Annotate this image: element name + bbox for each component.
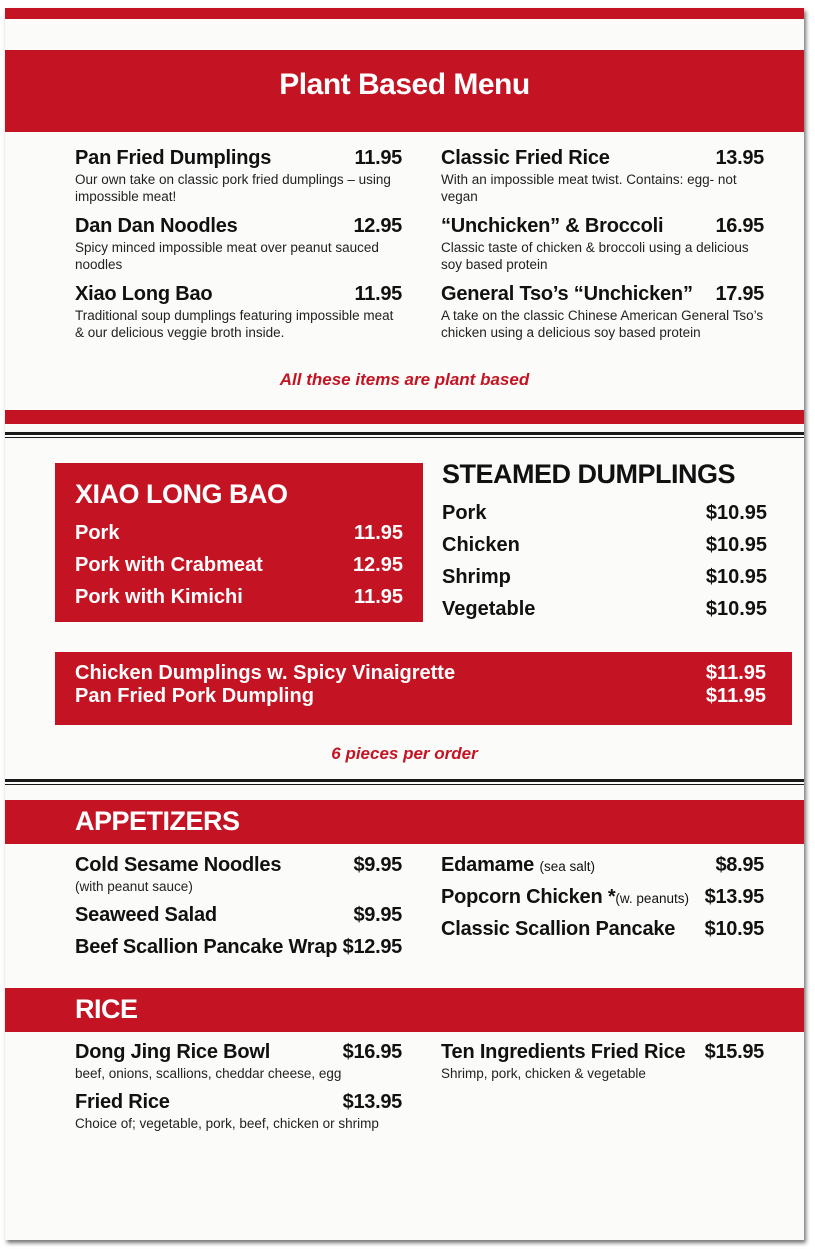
item-price: 12.95 xyxy=(352,554,403,576)
item-price: 11.95 xyxy=(354,147,402,169)
item-price: 11.95 xyxy=(354,522,403,544)
item-price: 12.95 xyxy=(353,215,402,237)
menu-item-dong-jing-rice-bowl xyxy=(75,1041,402,1082)
combo-row xyxy=(75,662,766,685)
item-price: $12.95 xyxy=(342,936,402,958)
item-price: $15.95 xyxy=(704,1041,764,1063)
steamed-row xyxy=(442,598,767,621)
item-price: $9.95 xyxy=(353,904,402,926)
item-price: 16.95 xyxy=(715,215,764,237)
item-price: $13.95 xyxy=(704,886,764,908)
item-price: $10.95 xyxy=(704,918,764,940)
item-name: Fried Rice xyxy=(75,1091,170,1113)
item-price: 11.95 xyxy=(354,283,402,305)
item-description: A take on the classic Chinese American General Tso’s chicken using a delicious soy based protein xyxy=(441,308,764,340)
plant-based-note: All these items are plant based xyxy=(279,370,530,389)
item-note: (sea salt) xyxy=(539,859,595,874)
item-name: “Unchicken” & Broccoli xyxy=(441,215,664,237)
item-description: Choice of; vegetable, pork, beef, chicken or shrimp xyxy=(75,1116,379,1131)
item-name: Dan Dan Noodles xyxy=(75,215,238,237)
pieces-per-order-note: 6 pieces per order xyxy=(331,744,478,763)
item-name: Chicken xyxy=(442,534,520,556)
item-price: $10.95 xyxy=(705,534,767,556)
menu-page xyxy=(5,8,804,1240)
plant-based-title: Plant Based Menu xyxy=(279,68,530,101)
item-description: beef, onions, scallions, cheddar cheese, egg xyxy=(75,1066,342,1081)
menu-item-general-tso-unchicken xyxy=(441,283,764,341)
item-price: $11.95 xyxy=(705,662,766,684)
section-rule xyxy=(5,432,804,435)
item-name: Beef Scallion Pancake Wrap xyxy=(75,936,338,958)
item-price: $11.95 xyxy=(705,685,766,707)
xlb-row xyxy=(75,554,403,577)
item-name: Classic Fried Rice xyxy=(441,147,610,169)
item-price: $10.95 xyxy=(705,598,767,620)
item-price: 17.95 xyxy=(715,283,764,305)
rice-title: RICE xyxy=(75,994,138,1024)
item-name: Seaweed Salad xyxy=(75,904,217,926)
menu-item-unchicken-broccoli xyxy=(441,215,764,273)
xiao-long-bao-title: XIAO LONG BAO xyxy=(75,479,288,509)
menu-item-xiao-long-bao-plant xyxy=(75,283,402,341)
top-red-strip xyxy=(5,8,804,19)
appetizers-header-band xyxy=(5,800,804,844)
item-name: Dong Jing Rice Bowl xyxy=(75,1041,271,1063)
menu-item-cold-sesame-noodles xyxy=(75,854,402,895)
xlb-row xyxy=(75,522,403,545)
section-rule-thin xyxy=(5,784,804,785)
item-name: Pork with Crabmeat xyxy=(75,554,263,576)
item-price: $16.95 xyxy=(342,1041,402,1063)
item-price: $10.95 xyxy=(705,502,767,524)
item-description: Our own take on classic pork fried dumplings – using impossible meat! xyxy=(75,172,391,204)
steamed-row xyxy=(442,502,767,525)
item-description: Shrimp, pork, chicken & vegetable xyxy=(441,1066,646,1081)
item-name: Pan Fried Dumplings xyxy=(75,147,272,169)
item-price: $9.95 xyxy=(353,854,402,876)
item-price: 11.95 xyxy=(354,586,403,608)
item-name: Xiao Long Bao xyxy=(75,283,213,305)
rice-header-band xyxy=(5,988,804,1032)
item-name: Chicken Dumplings w. Spicy Vinaigrette xyxy=(75,662,456,684)
menu-item-classic-fried-rice xyxy=(441,147,764,205)
menu-item-fried-rice xyxy=(75,1091,402,1132)
xlb-row xyxy=(75,586,403,609)
item-name: General Tso’s “Unchicken” xyxy=(441,283,693,305)
item-description: Traditional soup dumplings featuring impossible meat & our delicious veggie broth inside. xyxy=(75,308,394,340)
menu-item-seaweed-salad xyxy=(75,904,402,927)
item-description: (with peanut sauce) xyxy=(75,879,193,894)
item-price: $8.95 xyxy=(715,854,764,876)
xiao-long-bao-box xyxy=(55,463,423,622)
item-name: Pork xyxy=(75,522,120,544)
item-name: Pan Fried Pork Dumpling xyxy=(75,685,314,707)
item-name: Vegetable xyxy=(442,598,536,620)
menu-item-edamame xyxy=(441,854,764,877)
item-price: 13.95 xyxy=(715,147,764,169)
section-rule-thin xyxy=(5,437,804,438)
menu-item-pan-fried-dumplings xyxy=(75,147,402,205)
item-name: Popcorn Chicken * xyxy=(441,886,616,908)
item-name: Cold Sesame Noodles xyxy=(75,854,282,876)
section-rule xyxy=(5,779,804,782)
plant-based-header-band xyxy=(5,50,804,132)
combo-row xyxy=(75,685,766,708)
item-price: $13.95 xyxy=(342,1091,402,1113)
steamed-row xyxy=(442,566,767,589)
menu-item-classic-scallion-pancake xyxy=(441,918,764,941)
section-divider-red xyxy=(5,410,804,424)
item-description: With an impossible meat twist. Contains: egg- not vegan xyxy=(441,172,737,204)
item-name: Edamame xyxy=(441,854,535,876)
item-price: $10.95 xyxy=(705,566,767,588)
item-name: Classic Scallion Pancake xyxy=(441,918,676,940)
menu-item-beef-scallion-pancake-wrap xyxy=(75,936,402,959)
menu-item-ten-ingredients-fried-rice xyxy=(441,1041,764,1082)
item-name: Pork xyxy=(442,502,487,524)
item-name: Ten Ingredients Fried Rice xyxy=(441,1041,686,1063)
steamed-row xyxy=(442,534,767,557)
menu-item-popcorn-chicken xyxy=(441,886,764,909)
dumpling-combo-bar xyxy=(55,652,792,725)
steamed-dumplings-title: STEAMED DUMPLINGS xyxy=(442,459,736,489)
item-note: (w. peanuts) xyxy=(615,891,689,906)
item-description: Classic taste of chicken & broccoli using a delicious soy based protein xyxy=(441,240,749,272)
item-description: Spicy minced impossible meat over peanut sauced noodles xyxy=(75,240,379,272)
appetizers-title: APPETIZERS xyxy=(75,806,240,836)
menu-item-dan-dan-noodles xyxy=(75,215,402,273)
item-name: Shrimp xyxy=(442,566,511,588)
item-name: Pork with Kimichi xyxy=(75,586,243,608)
